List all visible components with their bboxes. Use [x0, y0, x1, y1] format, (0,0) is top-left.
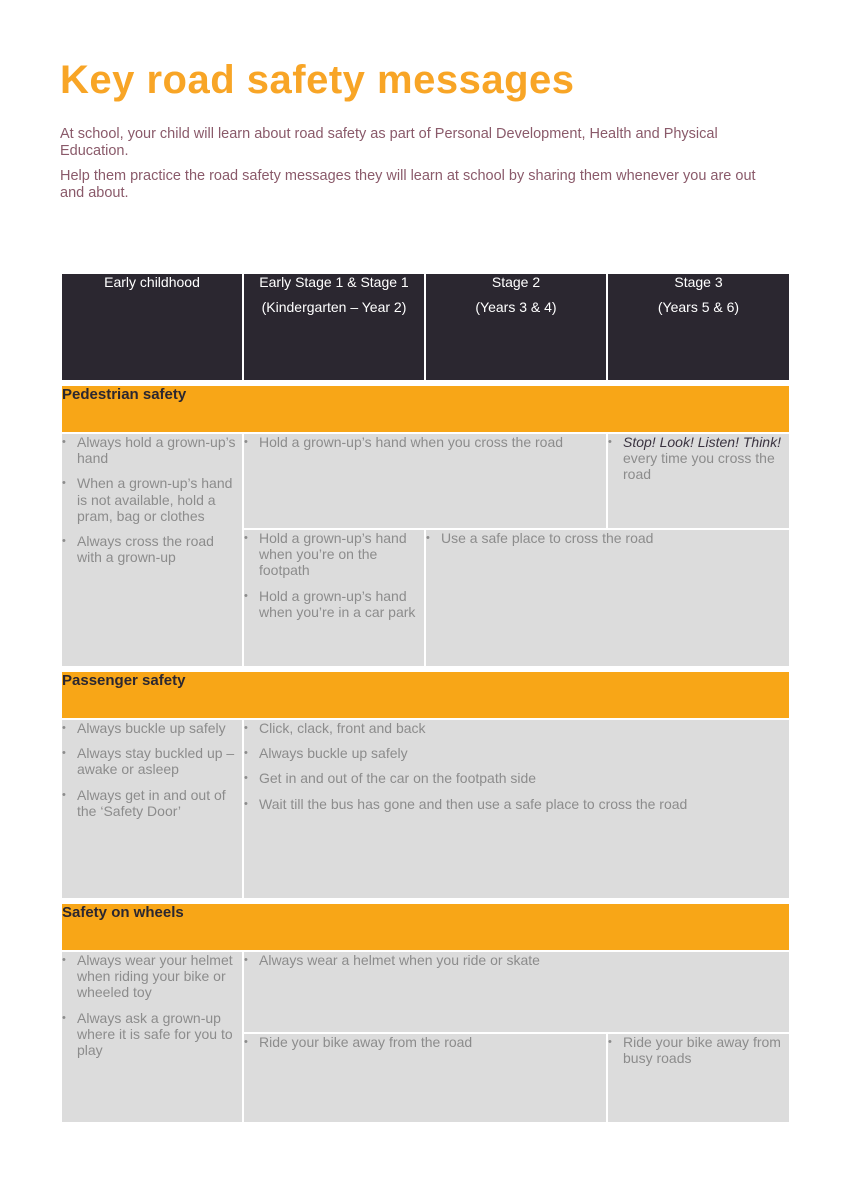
stage3-text: every time you cross the road: [623, 450, 775, 483]
list-item: • Always ask a grown-up where it is safe for you to play: [62, 1010, 242, 1059]
pedestrian-stage3-cell: [607, 433, 790, 529]
header-early-childhood: Early childhood: [61, 273, 243, 381]
wheels-all-stages-cell: [243, 951, 790, 1033]
header-stage-2-title: Stage 2: [491, 274, 541, 290]
pedestrian-early-childhood-cell: [61, 433, 243, 667]
passenger-stages-cell: [243, 719, 790, 899]
pedestrian-stage1-2-cell: [243, 433, 607, 529]
list-item: • Ride your bike away from the road: [244, 1034, 606, 1050]
header-early-stage-1-years: (Kindergarten – Year 2): [261, 299, 407, 315]
header-stage-3-title: Stage 3: [674, 274, 723, 290]
stop-look-listen-think: Stop! Look! Listen! Think!: [623, 434, 781, 450]
list-item: • Always stay buckled up – awake or asleep: [62, 745, 242, 777]
list-item: • Hold a grown-up’s hand when you cross the road: [244, 434, 606, 450]
list-item: • Get in and out of the car on the footpath side: [244, 770, 789, 786]
list-item: • When a grown-up’s hand is not available, hold a pram, bag or clothes: [62, 475, 242, 524]
pedestrian-stage2-3-cell: [425, 529, 790, 667]
table-row: [61, 719, 790, 899]
pedestrian-stage1-cell: [243, 529, 425, 667]
list-item: • Always buckle up safely: [62, 720, 242, 736]
list-item: [608, 434, 789, 483]
section-heading-passenger: Passenger safety: [61, 671, 790, 719]
wheels-early-childhood-cell: [61, 951, 243, 1123]
section-row-wheels: [61, 903, 790, 951]
section-row-passenger: [61, 671, 790, 719]
list-item: • Ride your bike away from busy roads: [608, 1034, 789, 1066]
section-row-pedestrian: [61, 385, 790, 433]
list-item: • Always buckle up safely: [244, 745, 789, 761]
page-title: Key road safety messages: [60, 58, 575, 102]
list-item: • Always get in and out of the ‘Safety Door’: [62, 787, 242, 819]
header-stage-3-years: (Years 5 & 6): [657, 299, 740, 315]
header-early-stage-1-title: Early Stage 1 & Stage 1: [259, 274, 409, 290]
list-item: • Always wear a helmet when you ride or skate: [244, 952, 789, 968]
passenger-early-childhood-cell: [61, 719, 243, 899]
list-item: • Wait till the bus has gone and then use a safe place to cross the road: [244, 796, 789, 812]
list-item: • Always cross the road with a grown-up: [62, 533, 242, 565]
intro-paragraph-2: Help them practice the road safety messages they will learn at school by sharing them whenever you are out and about.: [60, 168, 756, 201]
section-heading-pedestrian: Pedestrian safety: [61, 385, 790, 433]
intro-paragraph-1: At school, your child will learn about road safety as part of Personal Development, Health and Physical Education.: [60, 126, 718, 159]
header-stage-2: [425, 273, 607, 381]
list-item: • Always hold a grown-up’s hand: [62, 434, 242, 466]
safety-messages-table: [60, 272, 791, 1124]
header-stage-3: [607, 273, 790, 381]
list-item: • Use a safe place to cross the road: [426, 530, 789, 546]
list-item: • Click, clack, front and back: [244, 720, 789, 736]
table-header-row: [61, 273, 790, 381]
header-stage-2-years: (Years 3 & 4): [475, 299, 557, 315]
wheels-stage1-2-cell: [243, 1033, 607, 1123]
header-early-stage-1: [243, 273, 425, 381]
section-heading-wheels: Safety on wheels: [61, 903, 790, 951]
list-item: • Always wear your helmet when riding your bike or wheeled toy: [62, 952, 242, 1001]
table-row: [61, 951, 790, 1033]
list-item: • Hold a grown-up’s hand when you’re on the footpath: [244, 530, 424, 579]
intro-text: [60, 126, 760, 210]
wheels-stage3-cell: [607, 1033, 790, 1123]
table-row: [61, 433, 790, 529]
list-item: • Hold a grown-up’s hand when you’re in a car park: [244, 588, 424, 620]
